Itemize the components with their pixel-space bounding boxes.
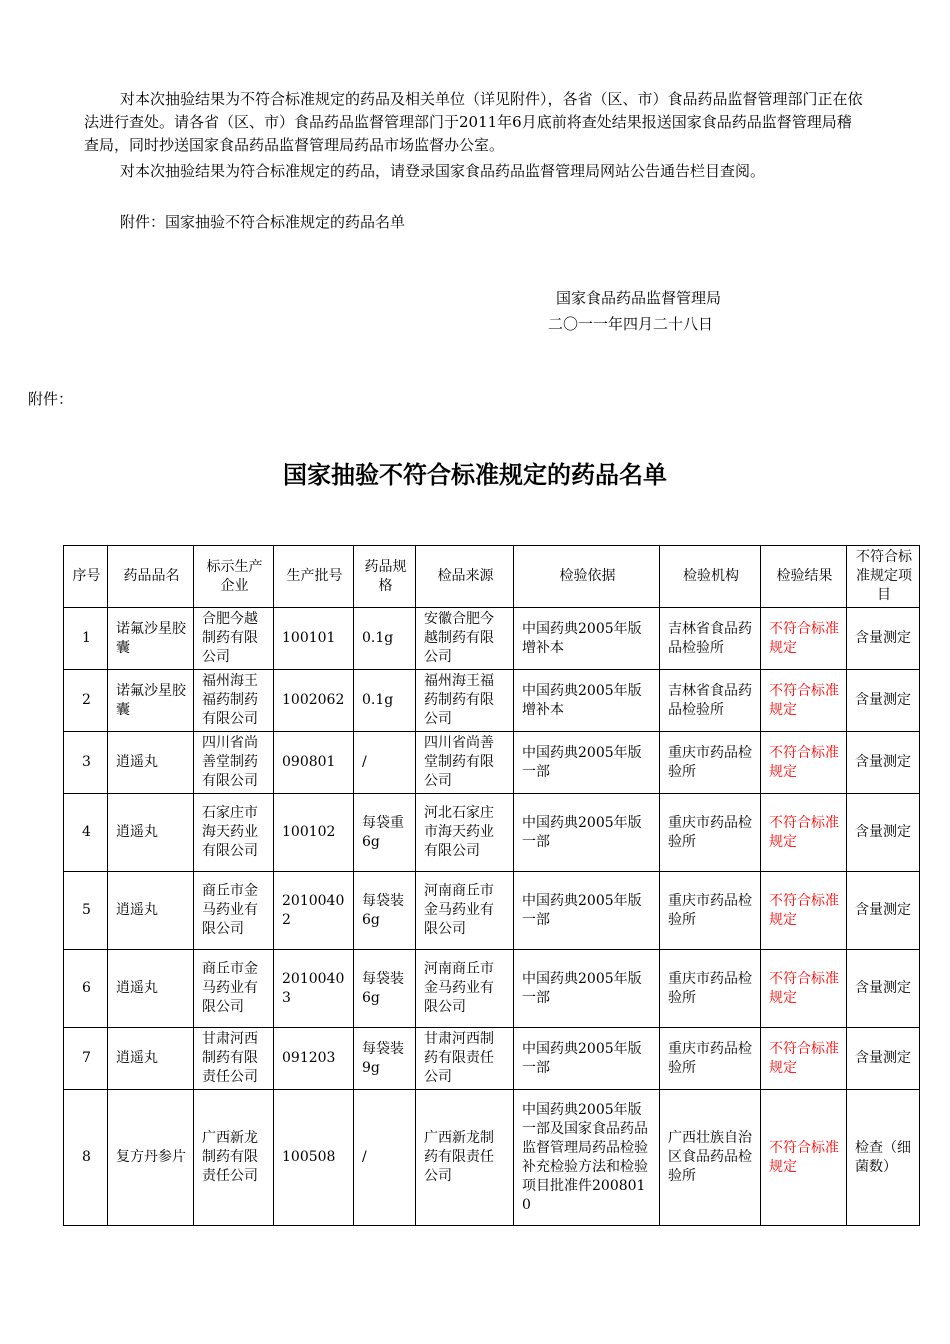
signature-organization: 国家食品药品监督管理局 [556,289,722,307]
cell-batch: 20100402 [274,872,354,950]
cell-batch: 100508 [274,1090,354,1226]
notice-paragraph-1: 对本次抽验结果为不符合标准规定的药品及相关单位（详见附件），各省（区、市）食品药品监督管理部门正在依法进行查处。请各省（区、市）食品药品监督管理部门于2011年6月底前将查处结果报送国家食品药品监督管理局稽查局，同时抄送国家食品药品监督管理局药品市场监督办公室。 [84,90,863,154]
table-row [64,1028,920,1090]
cell-source: 广西新龙制药有限责任公司 [416,1090,514,1226]
cell-batch: 090801 [274,732,354,794]
cell-maker: 四川省尚善堂制药有限公司 [194,732,274,794]
cell-no: 5 [64,872,108,950]
cell-name: 逍遥丸 [108,1028,194,1090]
cell-name: 逍遥丸 [108,732,194,794]
cell-source: 河南商丘市金马药业有限公司 [416,872,514,950]
cell-basis: 中国药典2005年版一部 [514,794,660,872]
cell-no: 6 [64,950,108,1028]
cell-basis: 中国药典2005年版一部 [514,872,660,950]
cell-agency: 吉林省食品药品检验所 [660,608,761,670]
cell-agency: 重庆市药品检验所 [660,732,761,794]
cell-result: 不符合标准规定 [761,794,847,872]
cell-maker: 石家庄市海天药业有限公司 [194,794,274,872]
cell-spec: 每袋装6g [354,872,416,950]
cell-no: 1 [64,608,108,670]
cell-spec: / [354,1090,416,1226]
signature-date: 二〇一一年四月二十八日 [548,315,714,333]
table-row [64,608,920,670]
cell-spec: 0.1g [354,670,416,732]
cell-result: 不符合标准规定 [761,732,847,794]
drug-list-table [63,545,920,1226]
cell-item: 检查（细菌数） [847,1090,920,1226]
cell-batch: 1002062 [274,670,354,732]
cell-no: 3 [64,732,108,794]
cell-basis: 中国药典2005年版一部及国家食品药品监督管理局药品检验补充检验方法和检验项目批准件2008010 [514,1090,660,1226]
cell-maker: 商丘市金马药业有限公司 [194,872,274,950]
cell-agency: 吉林省食品药品检验所 [660,670,761,732]
cell-spec: 每袋装6g [354,950,416,1028]
cell-source: 河北石家庄市海天药业有限公司 [416,794,514,872]
cell-maker: 商丘市金马药业有限公司 [194,950,274,1028]
cell-no: 4 [64,794,108,872]
cell-result: 不符合标准规定 [761,670,847,732]
cell-no: 2 [64,670,108,732]
header-source: 检品来源 [416,546,514,608]
cell-spec: 0.1g [354,608,416,670]
table-row [64,950,920,1028]
table-row [64,1090,920,1226]
cell-name: 诺氟沙星胶囊 [108,670,194,732]
cell-batch: 100101 [274,608,354,670]
cell-item: 含量测定 [847,732,920,794]
cell-item: 含量测定 [847,608,920,670]
cell-result: 不符合标准规定 [761,872,847,950]
header-batch: 生产批号 [274,546,354,608]
cell-batch: 091203 [274,1028,354,1090]
cell-maker: 福州海王福药制药有限公司 [194,670,274,732]
list-title: 国家抽验不符合标准规定的药品名单 [283,461,667,489]
attachment-note: 附件：国家抽验不符合标准规定的药品名单 [120,213,406,231]
cell-no: 7 [64,1028,108,1090]
table-row [64,732,920,794]
cell-source: 安徽合肥今越制药有限公司 [416,608,514,670]
header-spec: 药品规格 [354,546,416,608]
cell-agency: 广西壮族自治区食品药品检验所 [660,1090,761,1226]
cell-result: 不符合标准规定 [761,950,847,1028]
cell-basis: 中国药典2005年版一部 [514,732,660,794]
header-item: 不符合标准规定项目 [847,546,920,608]
cell-agency: 重庆市药品检验所 [660,950,761,1028]
cell-result: 不符合标准规定 [761,1028,847,1090]
header-name: 药品品名 [108,546,194,608]
cell-maker: 甘肃河西制药有限责任公司 [194,1028,274,1090]
cell-item: 含量测定 [847,670,920,732]
cell-source: 河南商丘市金马药业有限公司 [416,950,514,1028]
notice-paragraph-2: 对本次抽验结果为符合标准规定的药品，请登录国家食品药品监督管理局网站公告通告栏目查阅。 [120,162,766,180]
cell-basis: 中国药典2005年版一部 [514,950,660,1028]
table-row [64,872,920,950]
cell-name: 逍遥丸 [108,950,194,1028]
cell-name: 诺氟沙星胶囊 [108,608,194,670]
cell-spec: 每袋重6g [354,794,416,872]
header-agency: 检验机构 [660,546,761,608]
cell-source: 甘肃河西制药有限责任公司 [416,1028,514,1090]
header-basis: 检验依据 [514,546,660,608]
cell-agency: 重庆市药品检验所 [660,794,761,872]
cell-result: 不符合标准规定 [761,608,847,670]
cell-item: 含量测定 [847,872,920,950]
cell-result: 不符合标准规定 [761,1090,847,1226]
cell-spec: 每袋装9g [354,1028,416,1090]
cell-source: 福州海王福药制药有限公司 [416,670,514,732]
cell-item: 含量测定 [847,1028,920,1090]
cell-batch: 20100403 [274,950,354,1028]
header-no: 序号 [64,546,108,608]
attachment-label: 附件： [28,390,74,408]
cell-name: 逍遥丸 [108,794,194,872]
cell-item: 含量测定 [847,950,920,1028]
cell-source: 四川省尚善堂制药有限公司 [416,732,514,794]
cell-basis: 中国药典2005年版增补本 [514,608,660,670]
cell-name: 逍遥丸 [108,872,194,950]
cell-no: 8 [64,1090,108,1226]
cell-maker: 合肥今越制药有限公司 [194,608,274,670]
cell-item: 含量测定 [847,794,920,872]
header-maker: 标示生产企业 [194,546,274,608]
cell-basis: 中国药典2005年版一部 [514,1028,660,1090]
cell-spec: / [354,732,416,794]
cell-batch: 100102 [274,794,354,872]
cell-basis: 中国药典2005年版增补本 [514,670,660,732]
cell-agency: 重庆市药品检验所 [660,872,761,950]
cell-agency: 重庆市药品检验所 [660,1028,761,1090]
table-row [64,670,920,732]
table-row [64,794,920,872]
cell-name: 复方丹参片 [108,1090,194,1226]
header-result: 检验结果 [761,546,847,608]
cell-maker: 广西新龙制药有限责任公司 [194,1090,274,1226]
table-header-row [64,546,920,608]
